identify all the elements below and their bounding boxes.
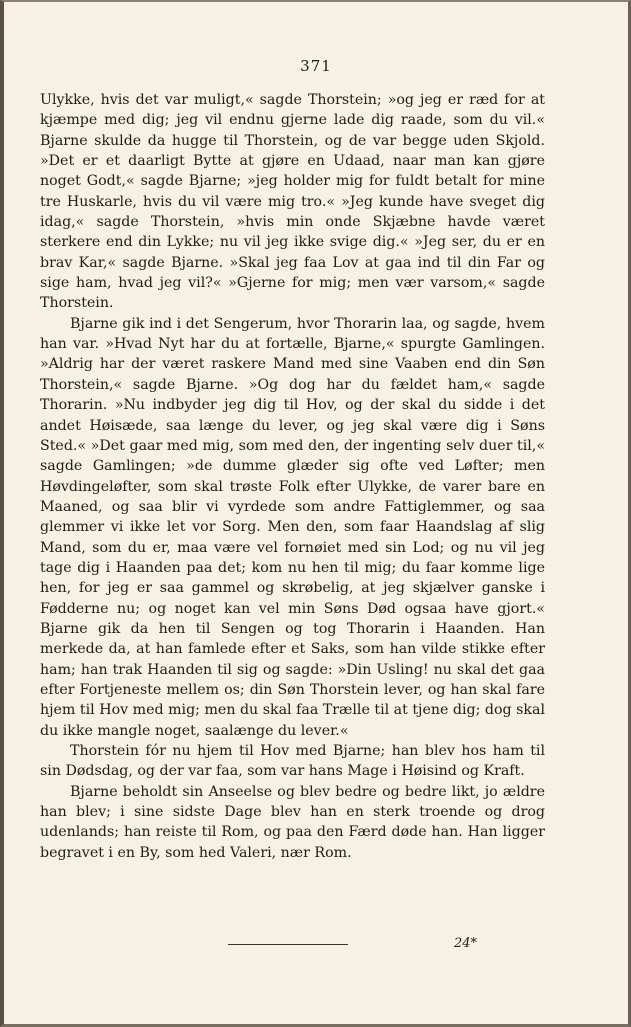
paragraph: Bjarne gik ind i det Sengerum, hvor Thorarin laa, og sagde, hvem han var. »Hvad Nyt har du at fortælle, Bjarne,« spurgte Gamlingen. »Aldrig har der været raskere Mand med sine Vaaben end din Søn Thorstein,« sagde Bjarne. »Og dog har du fældet ham,« sagde Thorarin. »Nu indbyder jeg dig til Hov, og der skal du sidde i det andet Høisæde, saa længe du lever, og jeg skal være dig i Søns Sted.« »Det gaar med mig, som med den, der ingenting selv duer til,« sagde Gamlingen; »de dumme glæder sig ofte ved Løfter; men Høvdingeløfter, som skal trøste Folk efter Ulykke, de varer bare en Maaned, og saa blir vi vyrdede som andre Fattiglemmer, og saa glemmer vi ikke let vor Sorg. Men den, som faar Haandslag af slig Mand, som du er, maa være vel fornøiet med sin Lod; og nu vil jeg tage dig i Haanden paa det; kom nu hen til mig; du faar komme lige hen, for jeg er saa gammel og skrøbelig, at jeg skjælver ganske i Fødderne nu; og noget kan vel min Søns Død ogsaa have gjort.« Bjarne gik da hen til Sengen og tog Thorarin i Haanden. Han merkede da, at han famlede efter et Saks, som han vilde stikke efter ham; han trak Haanden til sig og sagde: »Din Usling! nu skal det gaa efter Fortjeneste mellem os; din Søn Thorstein lever, og han skal fare hjem til Hov med mig; men du skal faa Trælle til at tjene dig; dog skal du ikke mangle noget, saalænge du lever.« (40, 315, 545, 739)
body-text (40, 90, 545, 863)
paragraph: Ulykke, hvis det var muligt,« sagde Thorstein; »og jeg er ræd for at kjæmpe med dig; jeg vil endnu gjerne lade dig raade, som du vil.« Bjarne skulde da hugge til Thorstein, og de var begge uden Skjold. »Det er et daarligt Bytte at gjøre en Udaad, naar man kan gjøre noget Godt,« sagde Bjarne; »jeg holder mig for fuldt betalt for mine tre Huskarle, hvis du vil være mig tro.« »Jeg kunde have sveget dig idag,« sagde Thorstein, »hvis min onde Skjæbne havde været sterkere end din Lykke; nu vil jeg ikke svige dig.« »Jeg ser, du er en brav Kar,« sagde Bjarne. »Skal jeg faa Lov at gaa ind til din Far og sige ham, hvad jeg vil?« »Gjerne for mig; men vær varsom,« sagde Thorstein. (40, 92, 545, 312)
paragraph: Thorstein fór nu hjem til Hov med Bjarne; han blev hos ham til sin Dødsdag, og der var faa, som var hans Mage i Høisind og Kraft. (40, 743, 545, 780)
end-rule (228, 944, 348, 945)
signature-mark: 24* (454, 936, 478, 951)
paragraph: Bjarne beholdt sin Anseelse og blev bedre og bedre likt, jo ældre han blev; i sine sidste Dage blev han en sterk troende og drog udenlands; han reiste til Rom, og paa den Færd døde han. Han ligger begravet i en By, som hed Valeri, nær Rom. (40, 783, 545, 861)
page-number: 371 (300, 57, 332, 75)
